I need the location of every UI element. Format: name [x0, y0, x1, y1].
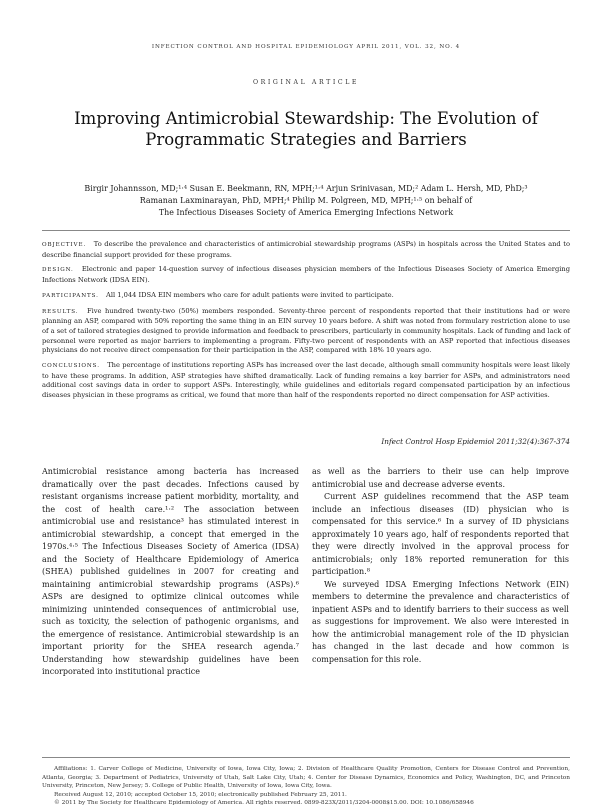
- abstract-participants: [42, 291, 570, 302]
- article-title: [60, 108, 552, 150]
- abstract-results: [42, 307, 570, 357]
- results-label: RESULTS.: [42, 308, 79, 315]
- abstract: [42, 240, 570, 406]
- footnote-rule: [42, 757, 570, 758]
- objective-text: To describe the prevalence and characteristics of antimicrobial stewardship programs (ASPs) in hospitals across the United States and to describe financial support provided for these programs.: [42, 240, 570, 259]
- abstract-conclusions: [42, 361, 570, 401]
- abstract-design: [42, 265, 570, 285]
- design-label: DESIGN.: [42, 267, 74, 274]
- abstract-top-rule: [42, 230, 570, 231]
- body-column-right: [312, 466, 569, 666]
- running-head: INFECTION CONTROL AND HOSPITAL EPIDEMIOLOGY APRIL 2011, VOL. 32, NO. 4: [151, 44, 461, 50]
- article-type: ORIGINAL ARTICLE: [252, 79, 360, 86]
- title-line-2: Programmatic Strategies and Barriers: [145, 130, 467, 149]
- author-list: [70, 183, 542, 219]
- design-text: Electronic and paper 14-question survey of infectious diseases physician members of the Infectious Diseases Society of America Emerging Infections Network (IDSA EIN).: [42, 265, 570, 285]
- body-paragraph: Current ASP guidelines recommend that the ASP team include an infectious diseases (ID) physician who is compensated for this service.⁶ In a survey of ID physicians approximately 10 years ago, half of respondents reported that they were directly involved in the approval process for antimicrobials; only 18% reported remuneration for this participation.⁸: [312, 492, 569, 576]
- results-text: Five hundred twenty-two (50%) members responded. Seventy-three percent of respondents reported that their institutions had or were planning an ASP, compared with 50% reporting the same thing in an EIN survey 10 years before. A shift was noted from formulary restriction alone to use of a set of tailored strategies designed to provide information and feedback to prescribers, particularly in community hospitals. Lack of funding and lack of personnel were reported as major barriers to implementing a program. Fifty-two percent of respondents with an ASP reported that infectious diseases physicians do not receive direct compensation for their participation in the ASP, compared with 18% 10 years ago.: [42, 306, 570, 355]
- authors-line-2: Ramanan Laxminarayan, PhD, MPH;⁴ Philip M. Polgreen, MD, MPH;¹·⁵ on behalf of: [139, 196, 473, 205]
- body-paragraph: as well as the barriers to their use can help improve antimicrobial use and decrease adverse events.: [312, 467, 569, 489]
- objective-label: OBJECTIVE.: [42, 242, 87, 248]
- authors-line-3: The Infectious Diseases Society of America Emerging Infections Network: [158, 208, 454, 217]
- footnotes: [42, 765, 570, 808]
- body-paragraph: We surveyed IDSA Emerging Infections Network (EIN) members to determine the prevalence and characteristics of inpatient ASPs and to identify barriers to their success as well as suggestions for improvement. We also were interested in how the antimicrobial management role of the ID physician has changed in the last decade and how common is compensation for this role.: [312, 579, 569, 664]
- affiliations: Affiliations: 1. Carver College of Medicine, University of Iowa, Iowa City, Iowa; 2. Division of Healthcare Quality Promotion, Centers for Disease Control and Prevention, Atlanta, Georgia; 3. Department of Pediatrics, University of Utah, Salt Lake City, Utah; 4. Center for Disease Dynamics, Economics and Policy, Washington, DC, and Princeton University, Princeton, New Jersey; 5. College of Public Health, University of Iowa, Iowa City, Iowa.: [42, 766, 570, 790]
- participants-text: All 1,044 IDSA EIN members who care for adult patients were invited to participate.: [106, 290, 394, 299]
- body-paragraph: Antimicrobial resistance among bacteria has increased dramatically over the past decades. Infections caused by resistant organisms increase patient morbidity, mortality, and the cost of health care.¹·² The association between antimicrobial use and resistance³ has stimulated interest in antimicrobial stewardship, a concept that emerged in the 1970s.⁴·⁵ The Infectious Diseases Society of America (IDSA) and the Society of Healthcare Epidemiology of America (SHEA) published guidelines in 2007 for creating and maintaining antimicrobial stewardship programs (ASPs).⁶ ASPs are designed to optimize clinical outcomes while minimizing unintended consequences of antimicrobial use, such as toxicity, the selection of pathogenic organisms, and the emergence of resistance. Antimicrobial stewardship is an important priority for the SHEA research agenda.⁷ Understanding how stewardship guidelines have been incorporated into institutional practice: [42, 467, 299, 676]
- participants-label: PARTICIPANTS.: [42, 292, 99, 299]
- title-line-1: Improving Antimicrobial Stewardship: The Evolution of: [74, 109, 538, 128]
- copyright: © 2011 by The Society for Healthcare Epidemiology of America. All rights reserved. 0899-823X/2011/3204-0008$15.00. DOI: 10.1086/658946: [54, 800, 474, 807]
- authors-line-1: Birgir Johannsson, MD;¹·⁴ Susan E. Beekmann, RN, MPH;¹·⁴ Arjun Srinivasan, MD;² Adam L. Hersh, MD, PhD;³: [84, 184, 528, 193]
- conclusions-label: CONCLUSIONS.: [42, 363, 100, 370]
- body-column-left: [42, 466, 299, 679]
- abstract-objective: [42, 240, 570, 260]
- received-dates: Received August 12, 2010; accepted October 15, 2010; electronically published February 25, 2011.: [54, 791, 347, 798]
- journal-citation: Infect Control Hosp Epidemiol 2011;32(4):367-374: [381, 437, 570, 446]
- conclusions-text: The percentage of institutions reporting ASPs has increased over the last decade, although small community hospitals were least likely to have these programs. In addition, ASP strategies have shifted dramatically. Lack of funding remains a key barrier for ASPs, and administrators need additional cost savings data in order to support ASPs. Interestingly, while guidelines and editorials regard compensated participation by an infectious diseases physician in these programs as critical, we found that more than half of the respondents reported no direct compensation for ASP activities.: [42, 361, 570, 400]
